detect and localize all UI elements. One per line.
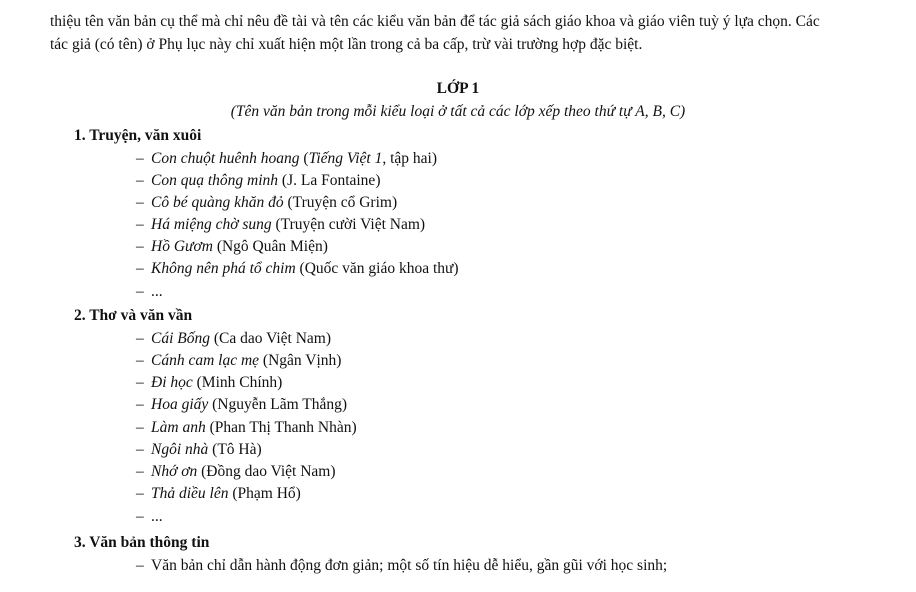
item-source-italic: Tiếng Việt 1 <box>308 150 383 167</box>
intro-paragraph <box>50 10 890 56</box>
item-source: (Minh Chính) <box>192 374 283 391</box>
item-source: (Ngô Quân Miện) <box>212 238 328 255</box>
list-item <box>136 194 397 212</box>
section-heading: 1. Truyện, văn xuôi <box>74 127 202 144</box>
list-dash: – <box>136 419 144 436</box>
list-item <box>136 352 341 370</box>
list-dash: – <box>136 194 144 211</box>
item-title: Con quạ thông minh <box>151 172 279 189</box>
item-source: Văn bản chỉ dẫn hành động đơn giản; một số tín hiệu dễ hiểu, gần gũi với học sinh; <box>151 557 668 574</box>
item-title: Không nên phá tổ chim <box>151 260 296 277</box>
item-title: Đi học <box>151 374 193 391</box>
list-item <box>136 330 331 348</box>
list-item <box>136 396 347 414</box>
list-dash: – <box>136 150 144 167</box>
item-source: (Truyện cổ Grim) <box>283 194 398 211</box>
section-heading: 2. Thơ và văn vần <box>74 307 193 324</box>
section-heading: 3. Văn bản thông tin <box>74 534 210 551</box>
grade-title: LỚP 1 <box>436 80 480 97</box>
intro-line: thiệu tên văn bản cụ thể mà chỉ nêu đề tài và tên các kiểu văn bản để tác giả sách giáo khoa và giáo viên tuỳ ý lựa chọn. Các <box>50 13 820 30</box>
item-source: ... <box>151 508 163 525</box>
list-item <box>136 260 459 278</box>
list-dash: – <box>136 260 144 277</box>
item-source-open: ( <box>299 150 309 167</box>
item-source: (Tô Hà) <box>208 441 262 458</box>
item-source: (Quốc văn giáo khoa thư) <box>295 260 459 277</box>
item-title: Cánh cam lạc mẹ <box>151 352 260 369</box>
item-source: (Ngân Vịnh) <box>259 352 342 369</box>
item-title: Thả diều lên <box>151 485 229 502</box>
list-item <box>136 557 667 575</box>
list-dash: – <box>136 396 144 413</box>
item-title: Nhớ ơn <box>151 463 198 480</box>
list-item <box>136 508 163 526</box>
item-source: (J. La Fontaine) <box>278 172 381 189</box>
list-dash: – <box>136 508 144 525</box>
item-title: Há miệng chờ sung <box>151 216 272 233</box>
item-source: (Phan Thị Thanh Nhàn) <box>205 419 357 436</box>
list-dash: – <box>136 238 144 255</box>
item-title: Hoa giấy <box>151 396 209 413</box>
list-dash: – <box>136 485 144 502</box>
item-source: , tập hai) <box>382 150 438 167</box>
list-item <box>136 485 301 503</box>
list-item <box>136 150 437 168</box>
item-title: Cái Bống <box>151 330 210 347</box>
item-title: Ngôi nhà <box>151 441 209 458</box>
item-source: (Nguyễn Lãm Thắng) <box>208 396 348 413</box>
item-title: Cô bé quàng khăn đỏ <box>151 194 284 211</box>
list-item <box>136 283 163 301</box>
grade-note: (Tên văn bản trong mỗi kiểu loại ở tất cả các lớp xếp theo thứ tự A, B, C) <box>230 103 686 120</box>
list-dash: – <box>136 216 144 233</box>
item-source: (Phạm Hổ) <box>228 485 301 502</box>
list-item <box>136 441 262 459</box>
item-source: ... <box>151 283 163 300</box>
list-item <box>136 216 425 234</box>
list-item <box>136 238 328 256</box>
item-source: (Đồng dao Việt Nam) <box>197 463 336 480</box>
list-dash: – <box>136 557 144 574</box>
item-title: Làm anh <box>151 419 206 436</box>
item-source: (Truyện cười Việt Nam) <box>271 216 426 233</box>
list-dash: – <box>136 463 144 480</box>
item-source: (Ca dao Việt Nam) <box>210 330 332 347</box>
list-item <box>136 463 336 481</box>
item-title: Hồ Gươm <box>151 238 213 255</box>
list-dash: – <box>136 283 144 300</box>
list-dash: – <box>136 330 144 347</box>
item-title: Con chuột huênh hoang <box>151 150 300 167</box>
list-dash: – <box>136 374 144 391</box>
list-dash: – <box>136 441 144 458</box>
list-dash: – <box>136 352 144 369</box>
list-item <box>136 419 357 437</box>
list-item <box>136 374 282 392</box>
intro-line: tác giả (có tên) ở Phụ lục này chỉ xuất hiện một lần trong cả ba cấp, trừ vài trường hợp đặc biệt. <box>50 36 643 53</box>
list-dash: – <box>136 172 144 189</box>
list-item <box>136 172 380 190</box>
